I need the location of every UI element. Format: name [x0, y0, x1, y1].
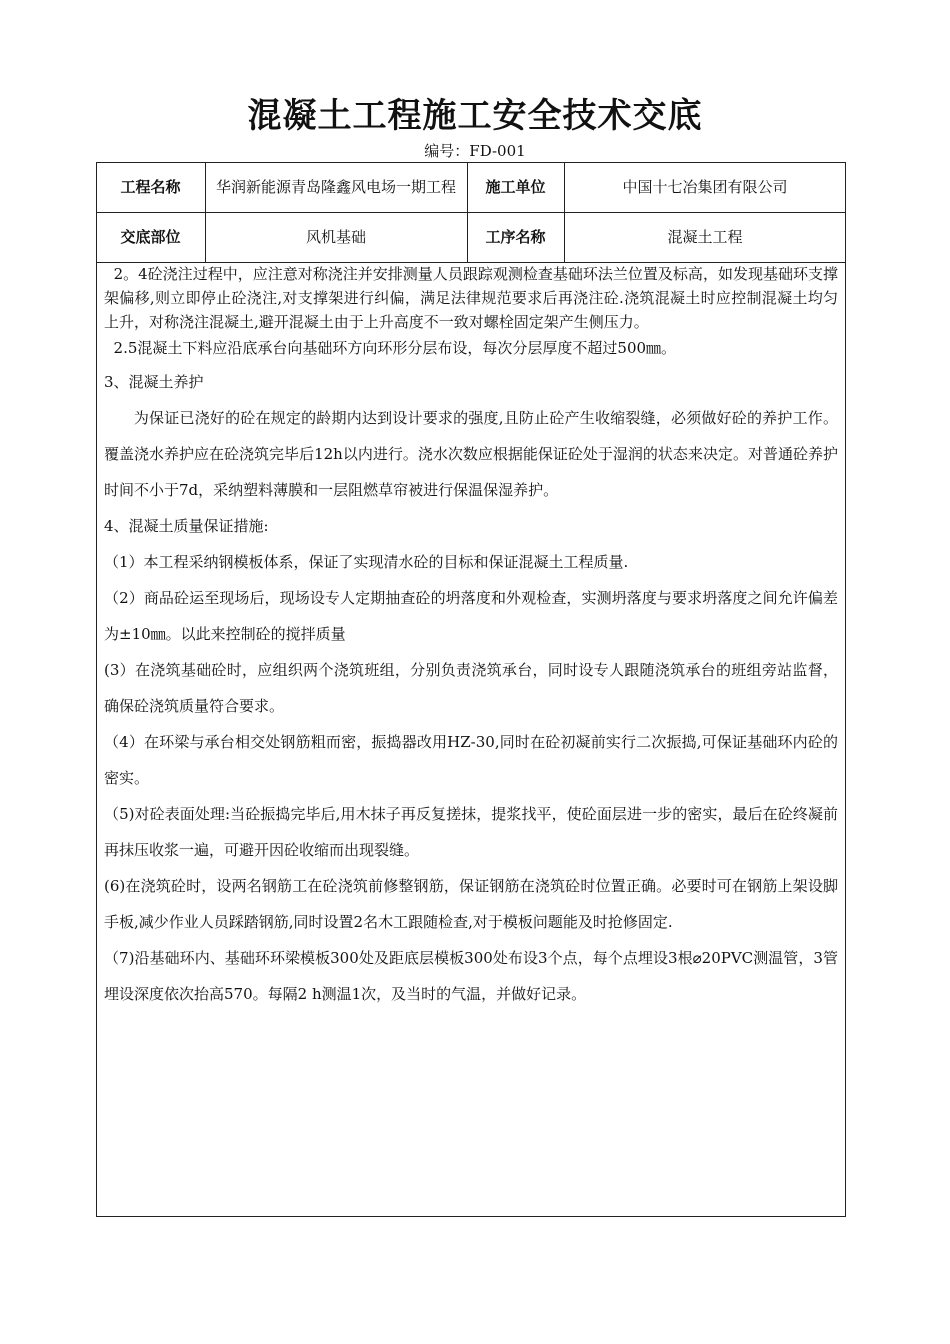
project-name-value: 华润新能源青岛隆鑫风电场一期工程 [215, 178, 456, 196]
handover-part-value: 风机基础 [305, 228, 366, 246]
measure-5: （5)对砼表面处理:当砼振捣完毕后,用木抹子再反复搓抹，提浆找平，使砼面层进一步的密实，最后在砼终凝前再抹压收浆一遍，可避开因砼收缩而出现裂缝。 [104, 805, 838, 859]
measure-4: （4）在环梁与承台相交处钢筋粗而密，振捣器改用HZ-30,同时在砼初凝前实行二次振捣,可保证基础环内砼的密实。 [104, 733, 838, 787]
measure-3: (3）在浇筑基础砼时，应组织两个浇筑班组，分别负责浇筑承台，同时设专人跟随浇筑承台的班组旁站监督，确保砼浇筑质量符合要求。 [104, 661, 838, 715]
paragraph-curing: 为保证已浇好的砼在规定的龄期内达到设计要求的强度,且防止砼产生收缩裂缝，必须做好砼的养护工作。覆盖浇水养护应在砼浇筑完毕后12h以内进行。浇水次数应根据能保证砼处于湿润的状态来决定。对普通砼养护时间不小于7d，采纳塑料薄膜和一层阻燃草帘被进行保温保湿养护。 [104, 409, 839, 499]
paragraph-2-4: 2。4砼浇注过程中，应注意对称浇注并安排测量人员跟踪观测检查基础环法兰位置及标高，如发现基础环支撑架偏移,则立即停止砼浇注,对支撑架进行纠偏，满足法律规范要求后再浇注砼.浇筑混凝土时应控制混凝土均匀上升，对称浇注混凝土,避开混凝土由于上升高度不一致对螺栓固定架产生侧压力。 [104, 265, 838, 331]
document-title: 混凝土工程施工安全技术交底 [247, 96, 703, 136]
process-name-value: 混凝土工程 [667, 228, 743, 246]
project-name-label: 工程名称 [120, 178, 181, 196]
section-4-heading: 4、混凝土质量保证措施: [104, 517, 269, 535]
contractor-label: 施工单位 [485, 178, 546, 196]
paragraph-2-5: 2.5混凝土下料应沿底承台向基础环方向环形分层布设，每次分层厚度不超过500㎜。 [104, 339, 677, 357]
contractor-value: 中国十七冶集团有限公司 [622, 178, 788, 196]
measure-2: （2）商品砼运至现场后，现场设专人定期抽查砼的坍落度和外观检查，实测坍落度与要求坍落度之间允许偏差为±10㎜。以此来控制砼的搅拌质量 [104, 589, 838, 643]
document-code: 编号：FD-001 [424, 142, 526, 160]
section-3-heading: 3、混凝土养护 [104, 373, 204, 391]
process-name-label: 工序名称 [485, 228, 546, 246]
safety-briefing-content [104, 262, 838, 1012]
measure-1: （1）本工程采纳钢模板体系，保证了实现清水砼的目标和保证混凝土工程质量. [104, 553, 629, 571]
handover-part-label: 交底部位 [120, 228, 181, 246]
measure-6: (6)在浇筑砼时，设两名钢筋工在砼浇筑前修整钢筋，保证钢筋在浇筑砼时位置正确。必要时可在钢筋上架设脚手板,减少作业人员踩踏钢筋,同时设置2名木工跟随检查,对于模板问题能及时抢修固定. [104, 877, 838, 931]
measure-7: （7)沿基础环内、基础环环梁模板300处及距底层模板300处布设3个点，每个点埋设3根⌀20PVC测温管，3管埋设深度依次抬高570。每隔2 h测温1次，及当时的气温，并做好记录。 [104, 949, 838, 1003]
